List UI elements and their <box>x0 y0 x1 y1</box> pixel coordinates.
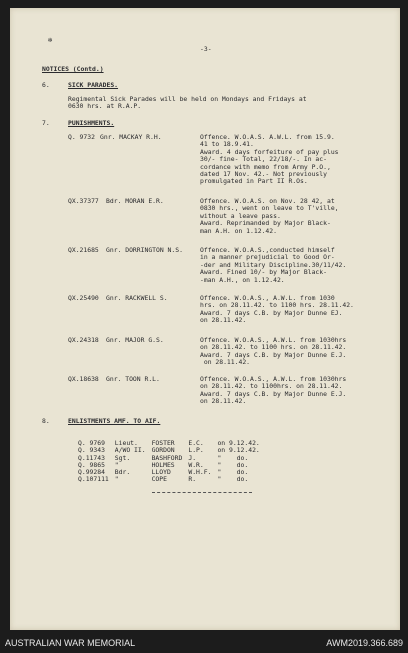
cell-rank: Sgt. <box>114 453 131 462</box>
cell-surname: HOLMES <box>151 460 175 469</box>
document-page <box>10 8 400 630</box>
section-6-text <box>68 96 307 111</box>
punishment-details <box>200 295 354 325</box>
detail-line: without a leave pass. <box>200 211 281 220</box>
cell-date: on 9.12.42. <box>217 439 260 447</box>
notices-heading: NOTICES (Contd.) <box>42 65 104 73</box>
punishment-id: QX.21685 <box>68 246 99 254</box>
detail-line: on 28.11.42. to 1100hrs. on 28.11.42. <box>200 382 343 391</box>
cell-initials: E.C. <box>188 439 204 447</box>
cell-initials: W.R. <box>188 460 204 469</box>
detail-line: 0830 hrs., went on leave to T'ville, <box>200 204 339 213</box>
cell-rank: " <box>114 475 119 484</box>
cell-surname: BASHFORD <box>151 453 183 462</box>
detail-line: hrs. on 28.11.42. to 1100 hrs. 28.11.42. <box>200 301 354 310</box>
punishment-name: Gnr. RACKWELL S. <box>106 294 168 302</box>
detail-line: on 28.11.42. <box>200 397 247 406</box>
punishment-details <box>200 376 346 406</box>
detail-line: Award. 4 days forfeiture of pay plus <box>200 147 339 156</box>
cell-date: " do. <box>217 468 249 477</box>
detail-line: Offence. W.O.A.S., A.W.L. from 1030 <box>200 294 335 302</box>
enlistments-table <box>78 440 266 484</box>
punishment-name: Gnr. MAJOR G.S. <box>106 336 164 344</box>
end-divider <box>152 492 252 493</box>
detail-line: -der and Military Discipline.30/11/42. <box>200 260 347 269</box>
cell-initials: L.P. <box>188 446 204 455</box>
detail-line: Offence. W.O.A.S.,conducted himself <box>200 246 335 254</box>
detail-line: 41 to 18.9.41. <box>200 140 254 149</box>
cell-rank: " <box>114 460 119 469</box>
detail-line: Award. 7 days C.B. by Major Dunne E.J. <box>200 389 347 398</box>
cell-surname: COPE <box>151 475 167 484</box>
punishment-id: QX.25490 <box>68 294 99 302</box>
punishment-details <box>200 198 339 235</box>
punishment-name: Bdr. MORAN E.R. <box>106 197 164 205</box>
detail-line: on 28.11.42. <box>200 358 251 367</box>
detail-line: in a manner prejudicial to Good Or- <box>200 253 335 262</box>
section-7-number: 7. <box>42 119 50 127</box>
cell-surname: FOSTER <box>151 439 175 447</box>
detail-line: on 28.11.42. <box>200 316 247 325</box>
section-8-number: 8. <box>42 417 50 425</box>
cell-surname: GORDON <box>151 446 175 455</box>
punishment-id: QX.37377 <box>68 197 99 205</box>
footer-institution: AUSTRALIAN WAR MEMORIAL <box>5 638 136 648</box>
detail-line: on 28.11.42. to 1100 hrs. on 28.11.42. <box>200 343 347 352</box>
detail-line: Offence. W.O.A.S. A.W.L. from 15.9. <box>200 133 335 141</box>
detail-line: -man A.H., on 1.12.42. <box>200 275 285 284</box>
detail-line: Award. Fined 10/- by Major Black- <box>200 268 327 277</box>
section-6-line: Regimental Sick Parades will be held on Mondays and Fridays at <box>68 95 307 103</box>
cell-id: Q.11743 <box>78 453 105 462</box>
cell-initials: R. <box>188 475 197 484</box>
section-7-title: PUNISHMENTS. <box>68 119 115 127</box>
section-8-title: ENLISTMENTS AMF. TO AIF. <box>68 417 161 425</box>
cell-date: on 9.12.42. <box>217 446 260 455</box>
punishment-details <box>200 337 346 367</box>
punishment-id: QX.24318 <box>68 336 99 344</box>
detail-line: Award. 7 days C.B. by Major Dunne E.J. <box>200 350 347 359</box>
punishment-name: Gnr. MACKAY R.H. <box>100 133 162 141</box>
cell-rank: Bdr. <box>114 468 131 477</box>
cell-initials: W.H.F. <box>188 468 212 477</box>
detail-line: cordance with memo from Army P.O., <box>200 162 331 171</box>
cell-id: Q.107111 <box>78 475 109 484</box>
cell-surname: LLOYD <box>151 468 171 477</box>
section-6-number: 6. <box>42 81 50 89</box>
cell-date: " do. <box>217 460 249 469</box>
detail-line: Offence. W.O.A.S. on Nov. 28 42, at <box>200 197 335 205</box>
punishment-name: Gnr. TOON R.L. <box>106 375 160 383</box>
punishment-details <box>200 247 346 284</box>
cell-id: Q.99284 <box>78 468 105 477</box>
pencil-mark: ✻ <box>48 36 53 44</box>
table-row <box>78 476 266 483</box>
punishment-id: QX.18638 <box>68 375 99 383</box>
detail-line: Offence. W.O.A.S., A.W.L. from 1030hrs <box>200 336 347 344</box>
footer-accession-id: AWM2019.366.689 <box>326 638 403 648</box>
detail-line: dated 17 Nov. 42.- Not previously <box>200 170 327 179</box>
detail-line: Award. 7 days C.B. by Major Dunne EJ. <box>200 308 343 317</box>
cell-rank: Lieut. <box>114 439 138 447</box>
cell-date: " do. <box>217 475 249 484</box>
cell-initials: J. <box>188 453 197 462</box>
cell-id: Q. 9769 <box>78 439 105 447</box>
detail-line: 30/- fine- Total, 22/18/-. In ac- <box>200 155 327 164</box>
page-number: -3- <box>200 45 212 53</box>
section-6-line: 0630 hrs. at R.A.P. <box>68 102 142 111</box>
cell-id: Q. 9343 <box>78 446 105 455</box>
cell-date: " do. <box>217 453 249 462</box>
detail-line: promulgated in Part II R.Os. <box>200 177 308 186</box>
detail-line: man A.H. on 1.12.42. <box>200 226 277 235</box>
cell-rank: A/WO II. <box>114 446 146 455</box>
detail-line: Offence. W.O.A.S., A.W.L. from 1030hrs <box>200 375 347 383</box>
section-6-title: SICK PARADES. <box>68 81 119 89</box>
detail-line: Award. Reprimanded by Major Black- <box>200 219 331 228</box>
cell-id: Q. 9865 <box>78 460 105 469</box>
punishment-name: Gnr. DORRINGTON N.S. <box>106 246 183 254</box>
footer-bar <box>0 633 408 653</box>
punishment-id: Q. 9732 <box>68 133 95 141</box>
punishment-details <box>200 134 339 186</box>
